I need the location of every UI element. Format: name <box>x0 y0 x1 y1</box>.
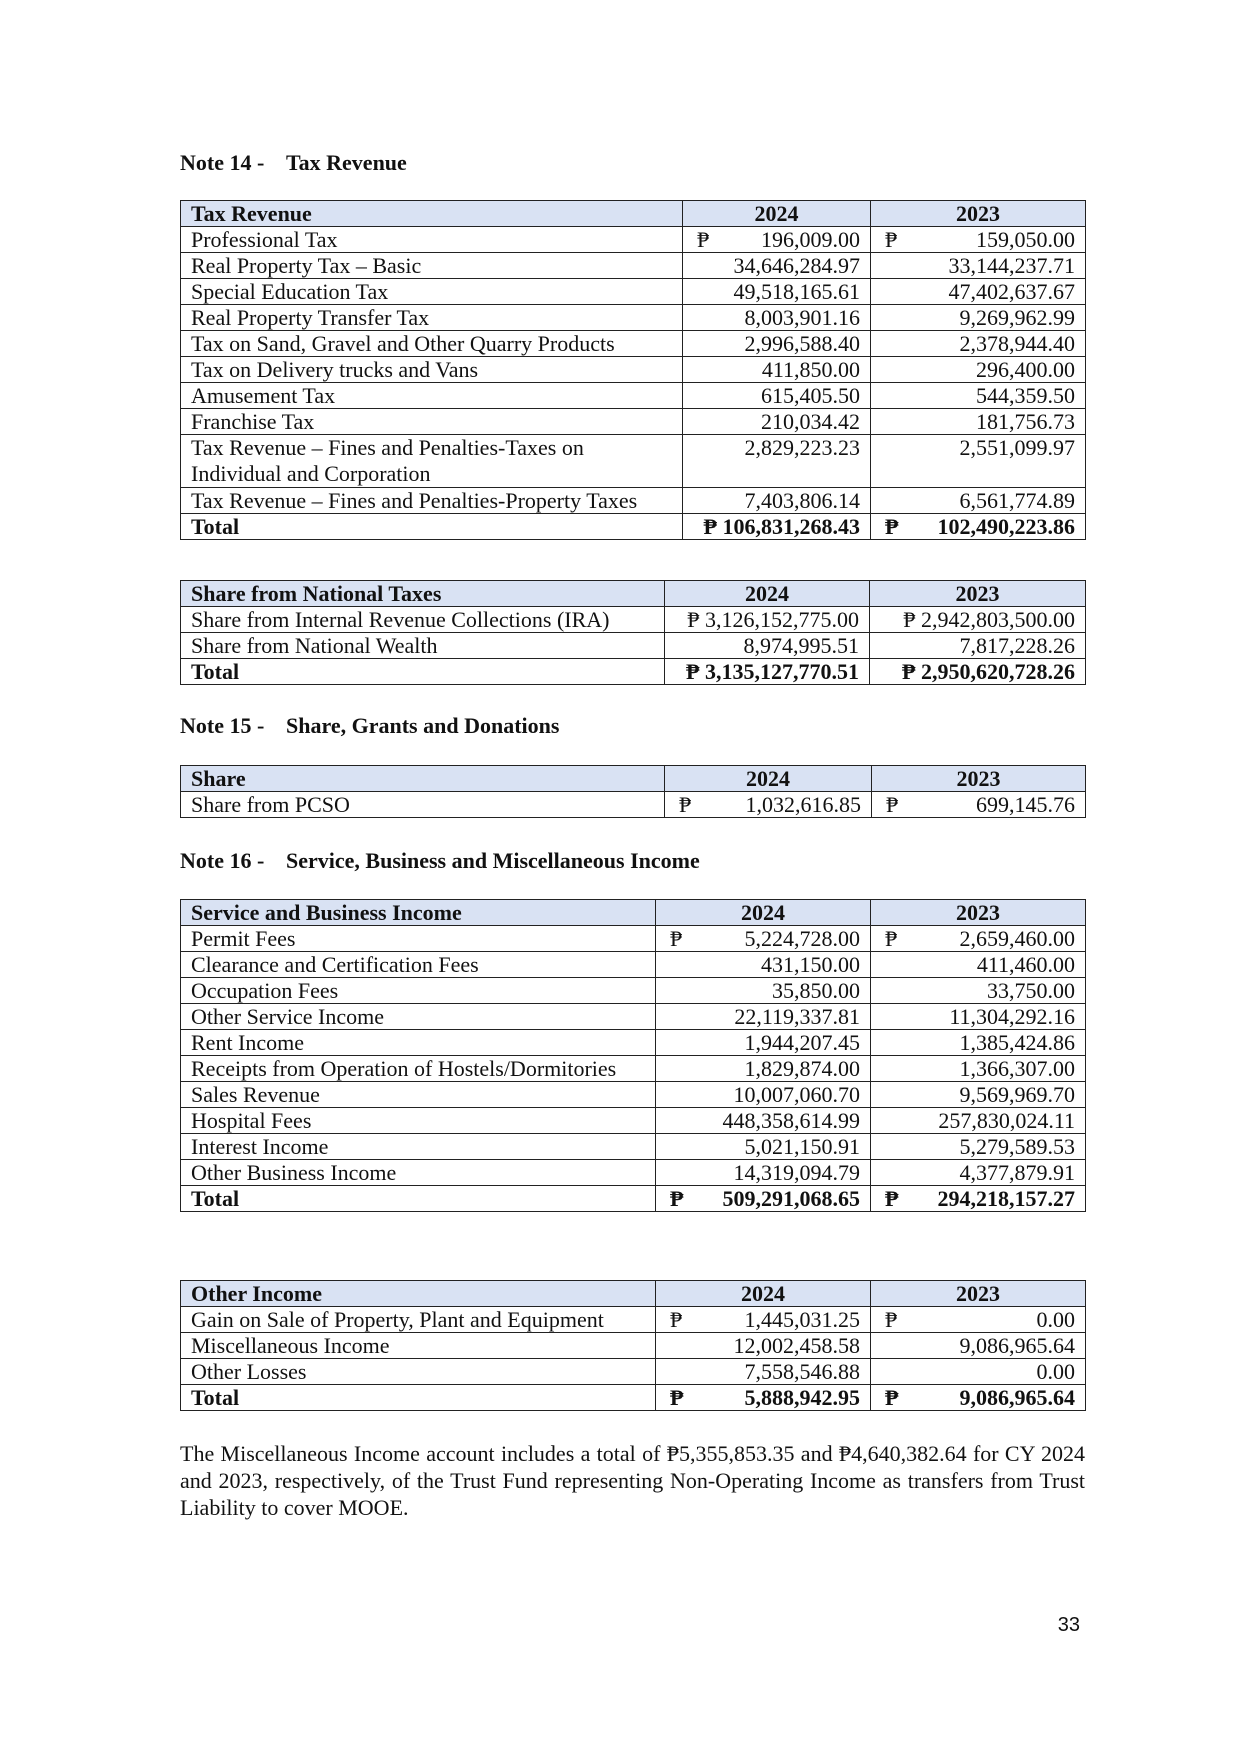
value-2024: 7,558,546.88 <box>656 1359 871 1385</box>
table-header-2024: 2024 <box>683 201 871 227</box>
table-row <box>181 305 1086 331</box>
row-label: Real Property Transfer Tax <box>181 305 683 331</box>
peso-sign: ₱ <box>885 514 899 539</box>
peso-sign: ₱ <box>670 1186 684 1211</box>
table-row <box>181 488 1086 514</box>
value-2023: 7,817,228.26 <box>870 633 1086 659</box>
table-row <box>181 792 1086 818</box>
table-row <box>181 1134 1086 1160</box>
value-2024: 1,829,874.00 <box>656 1056 871 1082</box>
total-row <box>181 1186 1086 1212</box>
value-2024: 7,403,806.14 <box>683 488 871 514</box>
national-taxes-table <box>180 580 1086 685</box>
note-title: Share, Grants and Donations <box>286 713 560 738</box>
table-header-label: Service and Business Income <box>181 900 656 926</box>
table-header-2023: 2023 <box>871 1281 1086 1307</box>
table-row <box>181 952 1086 978</box>
row-label: Tax Revenue – Fines and Penalties-Property Taxes <box>181 488 683 514</box>
tax-revenue-table <box>180 200 1086 540</box>
value-2024: 8,003,901.16 <box>683 305 871 331</box>
peso-sign: ₱ <box>670 1385 684 1410</box>
row-label: Sales Revenue <box>181 1082 656 1108</box>
row-label: Real Property Tax – Basic <box>181 253 683 279</box>
table-header-label: Share from National Taxes <box>181 581 665 607</box>
value-2023: 33,144,237.71 <box>871 253 1086 279</box>
table-row <box>181 1108 1086 1134</box>
value-2023: 4,377,879.91 <box>871 1160 1086 1186</box>
table-header-2023: 2023 <box>870 581 1086 607</box>
row-label: Rent Income <box>181 1030 656 1056</box>
value-2024: 8,974,995.51 <box>665 633 870 659</box>
total-label: Total <box>181 1186 656 1212</box>
total-2024: ₱ 3,135,127,770.51 <box>665 659 870 685</box>
row-label: Franchise Tax <box>181 409 683 435</box>
peso-sign: ₱ <box>885 926 898 951</box>
table-header-2023: 2023 <box>871 900 1086 926</box>
value-2023: ₱ 159,050.00 <box>871 227 1086 253</box>
value-2023: 5,279,589.53 <box>871 1134 1086 1160</box>
value-2024: ₱ 1,032,616.85 <box>665 792 872 818</box>
total-2023: ₱ 102,490,223.86 <box>871 514 1086 540</box>
table-row <box>181 227 1086 253</box>
row-label: Receipts from Operation of Hostels/Dormitories <box>181 1056 656 1082</box>
value-2023: 1,385,424.86 <box>871 1030 1086 1056</box>
table-header-2024: 2024 <box>656 900 871 926</box>
total-label: Total <box>181 1385 656 1411</box>
table-row <box>181 331 1086 357</box>
table-header-2023: 2023 <box>871 201 1086 227</box>
note-number: Note 16 - <box>180 848 265 873</box>
value-2023: 6,561,774.89 <box>871 488 1086 514</box>
row-label: Other Service Income <box>181 1004 656 1030</box>
peso-sign: ₱ <box>886 792 899 817</box>
table-header-label: Other Income <box>181 1281 656 1307</box>
value-2023: 181,756.73 <box>871 409 1086 435</box>
note-title: Service, Business and Miscellaneous Income <box>286 848 700 873</box>
total-label: Total <box>181 659 665 685</box>
value-2023: 47,402,637.67 <box>871 279 1086 305</box>
row-label: Professional Tax <box>181 227 683 253</box>
note-number: Note 15 - <box>180 713 265 738</box>
value-2024: 34,646,284.97 <box>683 253 871 279</box>
table-header-2024: 2024 <box>665 581 870 607</box>
row-label: Tax on Sand, Gravel and Other Quarry Products <box>181 331 683 357</box>
value-2023: ₱ 2,942,803,500.00 <box>870 607 1086 633</box>
peso-sign: ₱ <box>679 792 692 817</box>
note-14-heading <box>180 150 407 176</box>
value-2024: 431,150.00 <box>656 952 871 978</box>
value-2024: 10,007,060.70 <box>656 1082 871 1108</box>
share-table <box>180 765 1086 818</box>
value-2023: 1,366,307.00 <box>871 1056 1086 1082</box>
value-2023: 9,086,965.64 <box>871 1333 1086 1359</box>
value-2023: 411,460.00 <box>871 952 1086 978</box>
total-2023: ₱ 294,218,157.27 <box>871 1186 1086 1212</box>
value-2023: 257,830,024.11 <box>871 1108 1086 1134</box>
peso-sign: ₱ <box>697 227 710 252</box>
value-2023: 544,359.50 <box>871 383 1086 409</box>
value-2024: 14,319,094.79 <box>656 1160 871 1186</box>
row-label: Hospital Fees <box>181 1108 656 1134</box>
row-label: Share from Internal Revenue Collections (IRA) <box>181 607 665 633</box>
total-2023: ₱ 9,086,965.64 <box>871 1385 1086 1411</box>
miscellaneous-income-note: The Miscellaneous Income account includes a total of ₱5,355,853.35 and ₱4,640,382.64 for CY 2024 and 2023, respectively, of the Trust Fund representing Non-Operating Income as transfers from Trust Liability to cover MOOE. <box>180 1441 1085 1520</box>
row-label: Share from PCSO <box>181 792 665 818</box>
table-header-label: Share <box>181 766 665 792</box>
peso-sign: ₱ <box>885 1186 899 1211</box>
row-label: Other Losses <box>181 1359 656 1385</box>
value-2024: 5,021,150.91 <box>656 1134 871 1160</box>
value-2024: 12,002,458.58 <box>656 1333 871 1359</box>
row-label: Share from National Wealth <box>181 633 665 659</box>
table-row <box>181 279 1086 305</box>
value-2023: 9,269,962.99 <box>871 305 1086 331</box>
row-label: Miscellaneous Income <box>181 1333 656 1359</box>
table-row <box>181 607 1086 633</box>
value-2023: ₱ 2,659,460.00 <box>871 926 1086 952</box>
value-2024: 2,829,223.23 <box>683 435 871 488</box>
table-row <box>181 383 1086 409</box>
table-row <box>181 1160 1086 1186</box>
row-label: Interest Income <box>181 1134 656 1160</box>
value-2023: 33,750.00 <box>871 978 1086 1004</box>
value-2023: ₱ 0.00 <box>871 1307 1086 1333</box>
value-2024: 35,850.00 <box>656 978 871 1004</box>
table-header-2024: 2024 <box>665 766 872 792</box>
value-2024: 615,405.50 <box>683 383 871 409</box>
total-label: Total <box>181 514 683 540</box>
table-row <box>181 1333 1086 1359</box>
table-header-2023: 2023 <box>872 766 1086 792</box>
value-2024: 210,034.42 <box>683 409 871 435</box>
row-label: Occupation Fees <box>181 978 656 1004</box>
table-row <box>181 1056 1086 1082</box>
table-row <box>181 253 1086 279</box>
value-2023: 11,304,292.16 <box>871 1004 1086 1030</box>
row-label: Permit Fees <box>181 926 656 952</box>
table-row <box>181 1307 1086 1333</box>
table-header-2024: 2024 <box>656 1281 871 1307</box>
row-label: Amusement Tax <box>181 383 683 409</box>
row-label: Other Business Income <box>181 1160 656 1186</box>
value-2024: ₱ 3,126,152,775.00 <box>665 607 870 633</box>
table-row <box>181 1082 1086 1108</box>
row-label: Special Education Tax <box>181 279 683 305</box>
table-header-label: Tax Revenue <box>181 201 683 227</box>
peso-sign: ₱ <box>885 227 898 252</box>
value-2023: 296,400.00 <box>871 357 1086 383</box>
value-2024: ₱ 5,224,728.00 <box>656 926 871 952</box>
table-row <box>181 409 1086 435</box>
total-2023: ₱ 2,950,620,728.26 <box>870 659 1086 685</box>
table-row <box>181 1030 1086 1056</box>
value-2023: 2,551,099.97 <box>871 435 1086 488</box>
value-2023: 2,378,944.40 <box>871 331 1086 357</box>
row-label: Tax Revenue – Fines and Penalties-Taxes on Individual and Corporation <box>181 435 683 488</box>
total-row <box>181 659 1086 685</box>
row-label: Tax on Delivery trucks and Vans <box>181 357 683 383</box>
value-2024: ₱ 1,445,031.25 <box>656 1307 871 1333</box>
value-2024: ₱ 196,009.00 <box>683 227 871 253</box>
table-row <box>181 435 1086 488</box>
table-row <box>181 357 1086 383</box>
total-2024: ₱ 509,291,068.65 <box>656 1186 871 1212</box>
peso-sign: ₱ <box>670 1307 683 1332</box>
peso-sign: ₱ <box>885 1307 898 1332</box>
value-2024: 1,944,207.45 <box>656 1030 871 1056</box>
total-2024: ₱ 106,831,268.43 <box>683 514 871 540</box>
row-label: Clearance and Certification Fees <box>181 952 656 978</box>
value-2024: 22,119,337.81 <box>656 1004 871 1030</box>
total-2024: ₱ 5,888,942.95 <box>656 1385 871 1411</box>
table-row <box>181 1004 1086 1030</box>
note-16-heading <box>180 848 700 874</box>
peso-sign: ₱ <box>670 926 683 951</box>
note-number: Note 14 - <box>180 150 265 175</box>
value-2023: 0.00 <box>871 1359 1086 1385</box>
table-row <box>181 633 1086 659</box>
table-row <box>181 978 1086 1004</box>
service-income-table <box>180 899 1086 1212</box>
total-row <box>181 514 1086 540</box>
value-2023: ₱ 699,145.76 <box>872 792 1086 818</box>
value-2024: 2,996,588.40 <box>683 331 871 357</box>
table-row <box>181 1359 1086 1385</box>
value-2024: 49,518,165.61 <box>683 279 871 305</box>
value-2024: 411,850.00 <box>683 357 871 383</box>
note-15-heading <box>180 713 559 739</box>
other-income-table <box>180 1280 1086 1411</box>
note-title: Tax Revenue <box>286 150 407 175</box>
page-number: 33 <box>1057 1614 1080 1636</box>
total-row <box>181 1385 1086 1411</box>
peso-sign: ₱ <box>885 1385 899 1410</box>
table-row <box>181 926 1086 952</box>
value-2023: 9,569,969.70 <box>871 1082 1086 1108</box>
value-2024: 448,358,614.99 <box>656 1108 871 1134</box>
row-label: Gain on Sale of Property, Plant and Equipment <box>181 1307 656 1333</box>
